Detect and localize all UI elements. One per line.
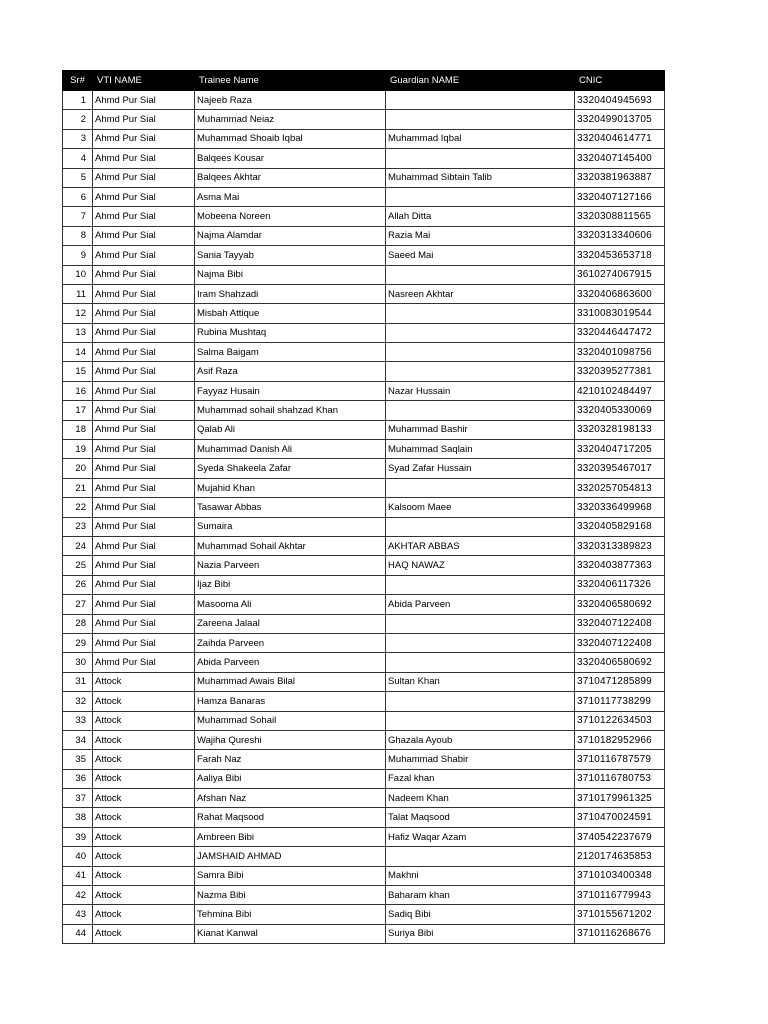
- table-row: [63, 459, 665, 478]
- cell-vti-name: Attock: [93, 789, 195, 808]
- cell-trainee-name: JAMSHAID AHMAD: [195, 847, 386, 866]
- cell-trainee-name: Zareena Jalaal: [195, 614, 386, 633]
- table-row: [63, 226, 665, 245]
- table-row: [63, 556, 665, 575]
- cell-sr: 22: [63, 498, 93, 517]
- cell-trainee-name: Afshan Naz: [195, 789, 386, 808]
- cell-vti-name: Ahmd Pur Sial: [93, 498, 195, 517]
- cell-sr: 14: [63, 343, 93, 362]
- cell-trainee-name: Farah Naz: [195, 750, 386, 769]
- cell-sr: 41: [63, 866, 93, 885]
- cell-guardian-name: [386, 614, 575, 633]
- cell-sr: 27: [63, 595, 93, 614]
- cell-trainee-name: Ijaz Bibi: [195, 575, 386, 594]
- cell-trainee-name: Najma Bibi: [195, 265, 386, 284]
- cell-vti-name: Attock: [93, 905, 195, 924]
- cell-guardian-name: [386, 692, 575, 711]
- cell-trainee-name: Najma Alamdar: [195, 226, 386, 245]
- cell-guardian-name: [386, 343, 575, 362]
- cell-vti-name: Ahmd Pur Sial: [93, 129, 195, 148]
- cell-cnic: 3710122634503: [575, 711, 665, 730]
- table-row: [63, 304, 665, 323]
- cell-sr: 8: [63, 226, 93, 245]
- header-guardian-name: Guardian NAME: [386, 71, 575, 91]
- cell-trainee-name: Masooma Ali: [195, 595, 386, 614]
- cell-trainee-name: Tehmina Bibi: [195, 905, 386, 924]
- table-row: [63, 866, 665, 885]
- cell-trainee-name: Muhammad Awais Bilal: [195, 672, 386, 691]
- cell-cnic: 3320404614771: [575, 129, 665, 148]
- cell-cnic: 3320395467017: [575, 459, 665, 478]
- cell-cnic: 3320336499968: [575, 498, 665, 517]
- cell-trainee-name: Syeda Shakeela Zafar: [195, 459, 386, 478]
- cell-guardian-name: [386, 478, 575, 497]
- cell-guardian-name: [386, 110, 575, 129]
- cell-cnic: 3320407145400: [575, 149, 665, 168]
- cell-vti-name: Ahmd Pur Sial: [93, 304, 195, 323]
- table-row: [63, 149, 665, 168]
- cell-vti-name: Attock: [93, 866, 195, 885]
- cell-cnic: 3320404717205: [575, 440, 665, 459]
- cell-trainee-name: Wajiha Qureshi: [195, 730, 386, 749]
- cell-guardian-name: [386, 633, 575, 652]
- table-row: [63, 653, 665, 672]
- cell-vti-name: Ahmd Pur Sial: [93, 246, 195, 265]
- cell-cnic: 3320395277381: [575, 362, 665, 381]
- cell-vti-name: Ahmd Pur Sial: [93, 536, 195, 555]
- cell-sr: 4: [63, 149, 93, 168]
- cell-trainee-name: Fayyaz Husain: [195, 381, 386, 400]
- cell-cnic: 3320407127166: [575, 187, 665, 206]
- cell-cnic: 3320381963887: [575, 168, 665, 187]
- cell-sr: 18: [63, 420, 93, 439]
- cell-trainee-name: Muhammad sohail shahzad Khan: [195, 401, 386, 420]
- cell-sr: 24: [63, 536, 93, 555]
- cell-vti-name: Ahmd Pur Sial: [93, 614, 195, 633]
- cell-trainee-name: Rubina Mushtaq: [195, 323, 386, 342]
- cell-guardian-name: [386, 91, 575, 110]
- table-row: [63, 440, 665, 459]
- cell-cnic: 3710116787579: [575, 750, 665, 769]
- cell-sr: 32: [63, 692, 93, 711]
- cell-trainee-name: Iram Shahzadi: [195, 284, 386, 303]
- cell-sr: 19: [63, 440, 93, 459]
- cell-trainee-name: Kianat Kanwal: [195, 924, 386, 943]
- cell-guardian-name: [386, 362, 575, 381]
- cell-sr: 30: [63, 653, 93, 672]
- cell-vti-name: Ahmd Pur Sial: [93, 575, 195, 594]
- cell-vti-name: Ahmd Pur Sial: [93, 653, 195, 672]
- cell-guardian-name: Baharam khan: [386, 886, 575, 905]
- cell-trainee-name: Zaihda Parveen: [195, 633, 386, 652]
- table-row: [63, 129, 665, 148]
- cell-cnic: 3740542237679: [575, 827, 665, 846]
- cell-trainee-name: Nazia Parveen: [195, 556, 386, 575]
- cell-vti-name: Ahmd Pur Sial: [93, 595, 195, 614]
- cell-trainee-name: Muhammad Sohail: [195, 711, 386, 730]
- cell-vti-name: Ahmd Pur Sial: [93, 478, 195, 497]
- cell-sr: 5: [63, 168, 93, 187]
- table-row: [63, 847, 665, 866]
- cell-guardian-name: Muhammad Sibtain Talib: [386, 168, 575, 187]
- table-row: [63, 672, 665, 691]
- cell-cnic: 3710471285899: [575, 672, 665, 691]
- table-row: [63, 692, 665, 711]
- cell-cnic: 3320446447472: [575, 323, 665, 342]
- cell-sr: 15: [63, 362, 93, 381]
- cell-guardian-name: Hafiz Waqar Azam: [386, 827, 575, 846]
- cell-guardian-name: Nadeem Khan: [386, 789, 575, 808]
- table-row: [63, 517, 665, 536]
- cell-trainee-name: Sania Tayyab: [195, 246, 386, 265]
- table-row: [63, 633, 665, 652]
- cell-cnic: 3710470024591: [575, 808, 665, 827]
- cell-guardian-name: Muhammad Saqlain: [386, 440, 575, 459]
- cell-cnic: 3710116268676: [575, 924, 665, 943]
- cell-vti-name: Ahmd Pur Sial: [93, 381, 195, 400]
- cell-trainee-name: Salma Baigam: [195, 343, 386, 362]
- cell-vti-name: Attock: [93, 672, 195, 691]
- cell-guardian-name: Kalsoom Maee: [386, 498, 575, 517]
- cell-sr: 17: [63, 401, 93, 420]
- cell-vti-name: Ahmd Pur Sial: [93, 284, 195, 303]
- cell-vti-name: Ahmd Pur Sial: [93, 517, 195, 536]
- cell-vti-name: Ahmd Pur Sial: [93, 226, 195, 245]
- cell-vti-name: Ahmd Pur Sial: [93, 362, 195, 381]
- cell-guardian-name: Ghazala Ayoub: [386, 730, 575, 749]
- cell-sr: 6: [63, 187, 93, 206]
- table-row: [63, 886, 665, 905]
- cell-sr: 1: [63, 91, 93, 110]
- cell-trainee-name: Muhammad Sohail Akhtar: [195, 536, 386, 555]
- cell-sr: 37: [63, 789, 93, 808]
- cell-cnic: 3320406863600: [575, 284, 665, 303]
- table-row: [63, 207, 665, 226]
- cell-cnic: 3320405829168: [575, 517, 665, 536]
- cell-sr: 40: [63, 847, 93, 866]
- cell-trainee-name: Mobeena Noreen: [195, 207, 386, 226]
- table-row: [63, 498, 665, 517]
- cell-sr: 21: [63, 478, 93, 497]
- cell-vti-name: Attock: [93, 711, 195, 730]
- cell-cnic: 3320313389823: [575, 536, 665, 555]
- cell-trainee-name: Asma Mai: [195, 187, 386, 206]
- table-row: [63, 808, 665, 827]
- cell-trainee-name: Misbah Attique: [195, 304, 386, 323]
- cell-sr: 43: [63, 905, 93, 924]
- table-row: [63, 750, 665, 769]
- table-row: [63, 323, 665, 342]
- table-row: [63, 614, 665, 633]
- cell-guardian-name: Syad Zafar Hussain: [386, 459, 575, 478]
- cell-sr: 20: [63, 459, 93, 478]
- cell-cnic: 3320328198133: [575, 420, 665, 439]
- cell-sr: 44: [63, 924, 93, 943]
- cell-trainee-name: Balqees Kousar: [195, 149, 386, 168]
- cell-vti-name: Ahmd Pur Sial: [93, 440, 195, 459]
- cell-sr: 34: [63, 730, 93, 749]
- cell-cnic: 3320405330069: [575, 401, 665, 420]
- cell-cnic: 3320308811565: [575, 207, 665, 226]
- cell-sr: 36: [63, 769, 93, 788]
- cell-trainee-name: Mujahid Khan: [195, 478, 386, 497]
- cell-guardian-name: Fazal khan: [386, 769, 575, 788]
- cell-sr: 7: [63, 207, 93, 226]
- cell-cnic: 3320404945693: [575, 91, 665, 110]
- cell-guardian-name: Abida Parveen: [386, 595, 575, 614]
- cell-sr: 26: [63, 575, 93, 594]
- cell-guardian-name: Sultan Khan: [386, 672, 575, 691]
- cell-guardian-name: [386, 304, 575, 323]
- table-row: [63, 595, 665, 614]
- cell-vti-name: Ahmd Pur Sial: [93, 168, 195, 187]
- cell-vti-name: Attock: [93, 692, 195, 711]
- table-row: [63, 575, 665, 594]
- cell-trainee-name: Samra Bibi: [195, 866, 386, 885]
- cell-trainee-name: Qalab Ali: [195, 420, 386, 439]
- cell-vti-name: Attock: [93, 847, 195, 866]
- header-sr: Sr#: [63, 71, 93, 91]
- cell-cnic: 3710182952966: [575, 730, 665, 749]
- table-row: [63, 401, 665, 420]
- cell-sr: 2: [63, 110, 93, 129]
- cell-vti-name: Ahmd Pur Sial: [93, 187, 195, 206]
- cell-cnic: 3310083019544: [575, 304, 665, 323]
- table-row: [63, 478, 665, 497]
- cell-vti-name: Ahmd Pur Sial: [93, 401, 195, 420]
- cell-vti-name: Ahmd Pur Sial: [93, 91, 195, 110]
- cell-guardian-name: Razia Mai: [386, 226, 575, 245]
- cell-cnic: 3320257054813: [575, 478, 665, 497]
- cell-trainee-name: Hamza Banaras: [195, 692, 386, 711]
- table-row: [63, 265, 665, 284]
- cell-guardian-name: Suriya Bibi: [386, 924, 575, 943]
- cell-guardian-name: [386, 653, 575, 672]
- cell-sr: 29: [63, 633, 93, 652]
- cell-cnic: 3710116780753: [575, 769, 665, 788]
- cell-guardian-name: Muhammad Shabir: [386, 750, 575, 769]
- cell-sr: 33: [63, 711, 93, 730]
- header-vti-name: VTI NAME: [93, 71, 195, 91]
- cell-cnic: 3710155671202: [575, 905, 665, 924]
- cell-vti-name: Ahmd Pur Sial: [93, 556, 195, 575]
- table-row: [63, 91, 665, 110]
- cell-vti-name: Ahmd Pur Sial: [93, 459, 195, 478]
- table-row: [63, 420, 665, 439]
- cell-trainee-name: Aaliya Bibi: [195, 769, 386, 788]
- table-row: [63, 284, 665, 303]
- cell-trainee-name: Muhammad Neiaz: [195, 110, 386, 129]
- cell-trainee-name: Tasawar Abbas: [195, 498, 386, 517]
- cell-cnic: 3320403877363: [575, 556, 665, 575]
- cell-cnic: 3710117738299: [575, 692, 665, 711]
- header-cnic: CNIC: [575, 71, 665, 91]
- cell-vti-name: Ahmd Pur Sial: [93, 420, 195, 439]
- cell-vti-name: Attock: [93, 750, 195, 769]
- cell-guardian-name: [386, 265, 575, 284]
- cell-sr: 13: [63, 323, 93, 342]
- cell-trainee-name: Abida Parveen: [195, 653, 386, 672]
- cell-sr: 3: [63, 129, 93, 148]
- cell-trainee-name: Asif Raza: [195, 362, 386, 381]
- cell-vti-name: Attock: [93, 827, 195, 846]
- table-row: [63, 168, 665, 187]
- cell-trainee-name: Nazma Bibi: [195, 886, 386, 905]
- table-row: [63, 905, 665, 924]
- table-row: [63, 110, 665, 129]
- cell-cnic: 3320453653718: [575, 246, 665, 265]
- table-body: [63, 91, 665, 944]
- cell-cnic: 3320499013705: [575, 110, 665, 129]
- cell-sr: 25: [63, 556, 93, 575]
- cell-cnic: 3710103400348: [575, 866, 665, 885]
- cell-vti-name: Ahmd Pur Sial: [93, 265, 195, 284]
- table-row: [63, 827, 665, 846]
- cell-sr: 9: [63, 246, 93, 265]
- cell-vti-name: Attock: [93, 886, 195, 905]
- cell-guardian-name: Muhammad Bashir: [386, 420, 575, 439]
- cell-guardian-name: Talat Maqsood: [386, 808, 575, 827]
- cell-cnic: 3320406580692: [575, 595, 665, 614]
- cell-cnic: 3320406580692: [575, 653, 665, 672]
- cell-guardian-name: AKHTAR ABBAS: [386, 536, 575, 555]
- table-row: [63, 536, 665, 555]
- cell-sr: 35: [63, 750, 93, 769]
- cell-sr: 23: [63, 517, 93, 536]
- cell-guardian-name: HAQ NAWAZ: [386, 556, 575, 575]
- cell-sr: 28: [63, 614, 93, 633]
- table-row: [63, 343, 665, 362]
- table-row: [63, 187, 665, 206]
- cell-trainee-name: Rahat Maqsood: [195, 808, 386, 827]
- cell-guardian-name: [386, 847, 575, 866]
- cell-cnic: 2120174635853: [575, 847, 665, 866]
- cell-trainee-name: Muhammad Danish Ali: [195, 440, 386, 459]
- table-row: [63, 362, 665, 381]
- cell-trainee-name: Ambreen Bibi: [195, 827, 386, 846]
- cell-vti-name: Attock: [93, 808, 195, 827]
- cell-cnic: 4210102484497: [575, 381, 665, 400]
- table-row: [63, 730, 665, 749]
- cell-cnic: 3320401098756: [575, 343, 665, 362]
- table-row: [63, 381, 665, 400]
- cell-trainee-name: Najeeb Raza: [195, 91, 386, 110]
- cell-sr: 10: [63, 265, 93, 284]
- cell-sr: 39: [63, 827, 93, 846]
- cell-guardian-name: [386, 575, 575, 594]
- table-row: [63, 246, 665, 265]
- cell-cnic: 3320407122408: [575, 614, 665, 633]
- cell-trainee-name: Sumaira: [195, 517, 386, 536]
- table-row: [63, 789, 665, 808]
- cell-sr: 11: [63, 284, 93, 303]
- cell-guardian-name: Saeed Mai: [386, 246, 575, 265]
- table-row: [63, 769, 665, 788]
- cell-vti-name: Ahmd Pur Sial: [93, 633, 195, 652]
- cell-sr: 42: [63, 886, 93, 905]
- trainee-table: [62, 70, 665, 944]
- cell-cnic: 3610274067915: [575, 265, 665, 284]
- cell-vti-name: Attock: [93, 769, 195, 788]
- cell-sr: 12: [63, 304, 93, 323]
- cell-guardian-name: [386, 517, 575, 536]
- cell-cnic: 3320313340606: [575, 226, 665, 245]
- cell-trainee-name: Balqees Akhtar: [195, 168, 386, 187]
- cell-guardian-name: [386, 149, 575, 168]
- cell-vti-name: Ahmd Pur Sial: [93, 110, 195, 129]
- cell-guardian-name: Allah Ditta: [386, 207, 575, 226]
- table-row: [63, 924, 665, 943]
- cell-sr: 16: [63, 381, 93, 400]
- cell-guardian-name: [386, 711, 575, 730]
- cell-guardian-name: Nasreen Akhtar: [386, 284, 575, 303]
- cell-sr: 31: [63, 672, 93, 691]
- cell-guardian-name: Muhammad Iqbal: [386, 129, 575, 148]
- header-trainee-name: Trainee Name: [195, 71, 386, 91]
- cell-guardian-name: [386, 323, 575, 342]
- cell-trainee-name: Muhammad Shoaib Iqbal: [195, 129, 386, 148]
- cell-vti-name: Ahmd Pur Sial: [93, 207, 195, 226]
- cell-cnic: 3320407122408: [575, 633, 665, 652]
- cell-vti-name: Ahmd Pur Sial: [93, 323, 195, 342]
- table-row: [63, 711, 665, 730]
- cell-cnic: 3320406117326: [575, 575, 665, 594]
- cell-guardian-name: [386, 401, 575, 420]
- cell-guardian-name: Nazar Hussain: [386, 381, 575, 400]
- cell-cnic: 3710179961325: [575, 789, 665, 808]
- cell-guardian-name: [386, 187, 575, 206]
- cell-vti-name: Ahmd Pur Sial: [93, 149, 195, 168]
- cell-sr: 38: [63, 808, 93, 827]
- cell-vti-name: Attock: [93, 730, 195, 749]
- header-row: [63, 71, 665, 91]
- cell-vti-name: Attock: [93, 924, 195, 943]
- cell-vti-name: Ahmd Pur Sial: [93, 343, 195, 362]
- cell-guardian-name: Makhni: [386, 866, 575, 885]
- cell-cnic: 3710116779943: [575, 886, 665, 905]
- cell-guardian-name: Sadiq Bibi: [386, 905, 575, 924]
